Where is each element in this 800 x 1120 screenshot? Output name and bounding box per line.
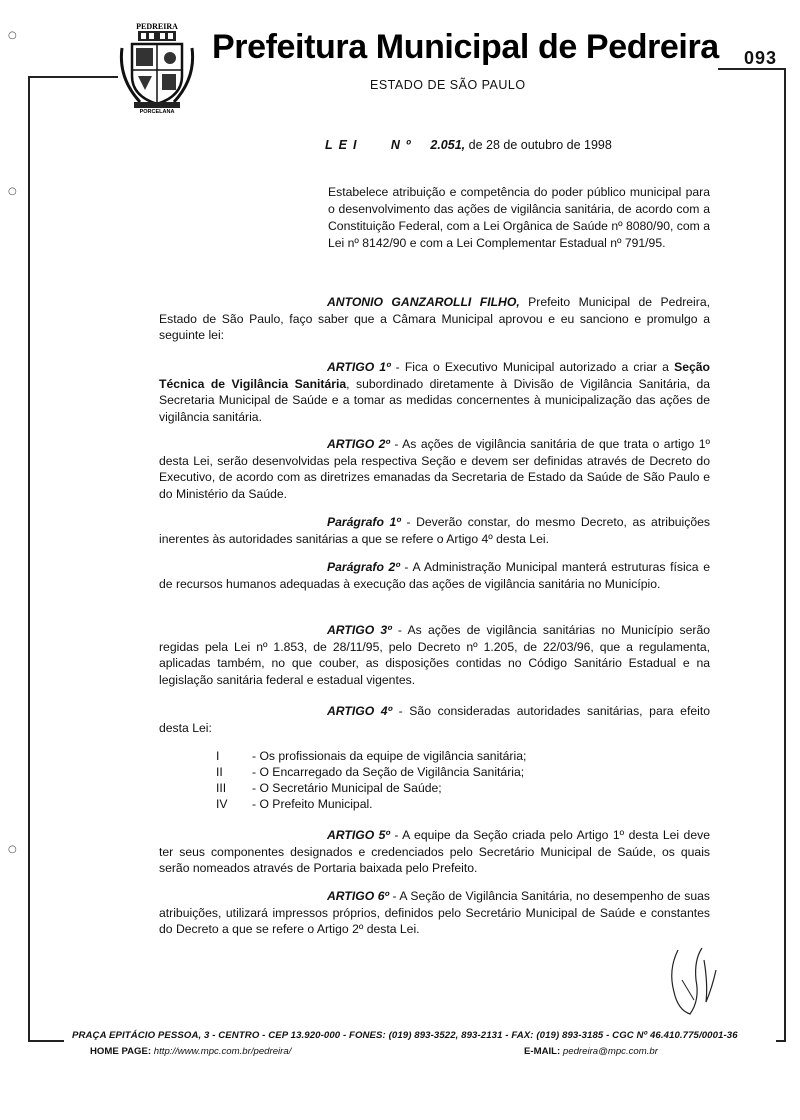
law-tag: LEI Nº — [325, 138, 417, 152]
svg-text:PEDREIRA: PEDREIRA — [136, 22, 178, 31]
page-number: 093 — [744, 48, 778, 68]
frame-line-bottom-right — [776, 1040, 786, 1042]
article-5 — [159, 827, 710, 877]
article-2 — [159, 436, 710, 502]
law-date: de 28 de outubro de 1998 — [468, 138, 612, 152]
article-1-text: - Fica o Executivo Municipal autorizado a criar a — [390, 360, 675, 374]
law-number: 2.051, — [430, 138, 466, 152]
article-5-text: - A equipe da Seção criada pelo Artigo 1º desta Lei deve ter seus componentes designados e credenciados pelo Secretário Municipal de Saúde, os quais serão nomeados através de Portaria baixada pelo Prefeito. — [159, 828, 710, 876]
footer-email: E-MAIL: pedreira@mpc.com.br — [524, 1046, 658, 1057]
article-2-text: - As ações de vigilância sanitária de que trata o artigo 1º desta Lei, serão desenvolvidas pela respectiva Seção e devem ser definidas através de Decreto do Executivo, de acordo com as diretrizes emanadas da Secretaria de Estado da Saúde de São Paulo e do Ministério da Saúde. — [159, 437, 710, 501]
article-6 — [159, 888, 710, 938]
article-6-heading: ARTIGO 6º — [327, 889, 389, 903]
list-item: III - O Secretário Municipal de Saúde; — [216, 781, 442, 795]
frame-line-top-left — [28, 76, 118, 78]
intro-text: Prefeito Municipal de Pedreira, Estado de São Paulo, faço saber que a Câmara Municipal aprovou e eu sanciono e promulgo a seguinte lei: — [159, 295, 710, 343]
article-3-text: - As ações de vigilância sanitárias no Município serão regidas pela Lei nº 1.853, de 28/11/95, pelo Decreto nº 1.205, de 22/03/96, que a regulamenta, aplicadas também, no que couber, as disposições contidas no Código Sanitário Estadual e na legislação sanitária federal e estadual vigentes. — [159, 623, 711, 687]
state-subtitle: ESTADO DE SÃO PAULO — [370, 78, 526, 92]
article-4-text: - São consideradas autoridades sanitárias, para efeito desta Lei: — [159, 704, 710, 735]
punch-hole-mark: ○ — [8, 186, 17, 197]
frame-line-right — [784, 68, 786, 1042]
article-3 — [159, 622, 710, 688]
punch-hole-mark: ○ — [8, 844, 17, 855]
paragraph-2 — [159, 559, 710, 592]
email-link[interactable]: pedreira@mpc.com.br — [562, 1046, 658, 1057]
paragraph-1 — [159, 514, 710, 547]
article-4 — [159, 703, 710, 736]
article-5-heading: ARTIGO 5º — [327, 828, 390, 842]
frame-line-left — [28, 76, 30, 1042]
paragraph-1-text: - Deverão constar, do mesmo Decreto, as atribuições inerentes às autoridades sanitárias a que se refere o Artigo 4º desta Lei. — [159, 515, 710, 546]
authorities-list — [216, 748, 526, 812]
svg-text:PORCELANA: PORCELANA — [139, 109, 175, 114]
municipal-crest-icon — [118, 18, 196, 114]
list-item: I - Os profissionais da equipe de vigilância sanitária; — [216, 749, 527, 763]
frame-line-bottom-left — [28, 1040, 64, 1042]
law-summary: Estabelece atribuição e competência do poder público municipal para o desenvolvimento das ações de vigilância sanitária, de acordo com a Constituição Federal, com a Lei Orgânica de Saúde nº 8080/90, com a Lei nº 8142/90 e com a Lei Complementar Estadual nº 791/95. — [328, 185, 710, 250]
mayor-name: ANTONIO GANZAROLLI FILHO, — [327, 295, 520, 309]
paragraph-2-heading: Parágrafo 2º — [327, 560, 400, 574]
footer-address: PRAÇA EPITÁCIO PESSOA, 3 - CENTRO - CEP 13.920-000 - FONES: (019) 893-3522, 893-2131 - FAX: (019) 893-3185 - CGC Nº 46.410.775/0001-36 — [72, 1030, 738, 1041]
article-2-heading: ARTIGO 2º — [327, 437, 390, 451]
punch-hole-mark: ○ — [8, 30, 17, 41]
paragraph-2-text: - A Administração Municipal manterá estruturas física e de recursos humanos adequadas à execução das ações de vigilância sanitária no Município. — [159, 560, 710, 591]
article-3-heading: ARTIGO 3º — [327, 623, 392, 637]
list-item: II - O Encarregado da Seção de Vigilância Sanitária; — [216, 765, 525, 779]
section-name: Seção Técnica de Vigilância Sanitária — [159, 360, 710, 391]
article-4-heading: ARTIGO 4º — [327, 704, 393, 718]
article-1-heading: ARTIGO 1º — [327, 360, 391, 374]
signature-initials — [660, 940, 730, 1020]
law-heading — [325, 138, 612, 152]
article-1-text-cont: , subordinado diretamente à Divisão de Vigilância Sanitária, da Secretaria Municipal de Saúde e a tomar as medidas concernentes à municipalização das ações de vigilância sanitária. — [159, 376, 710, 424]
homepage-link[interactable]: http://www.mpc.com.br/pedreira/ — [153, 1046, 292, 1057]
intro-paragraph — [159, 294, 710, 344]
footer-homepage: HOME PAGE: http://www.mpc.com.br/pedreira/ — [90, 1046, 292, 1057]
article-6-text: - A Seção de Vigilância Sanitária, no desempenho de suas atribuições, utilizará impressos próprios, definidos pelo Secretário Municipal de Saúde e constantes do Decreto a que se refere o Artigo 2º desta Lei. — [159, 889, 710, 937]
page-title: Prefeitura Municipal de Pedreira — [212, 28, 719, 66]
list-item: IV - O Prefeito Municipal. — [216, 797, 373, 811]
article-1 — [159, 359, 710, 425]
paragraph-1-heading: Parágrafo 1º — [327, 515, 401, 529]
